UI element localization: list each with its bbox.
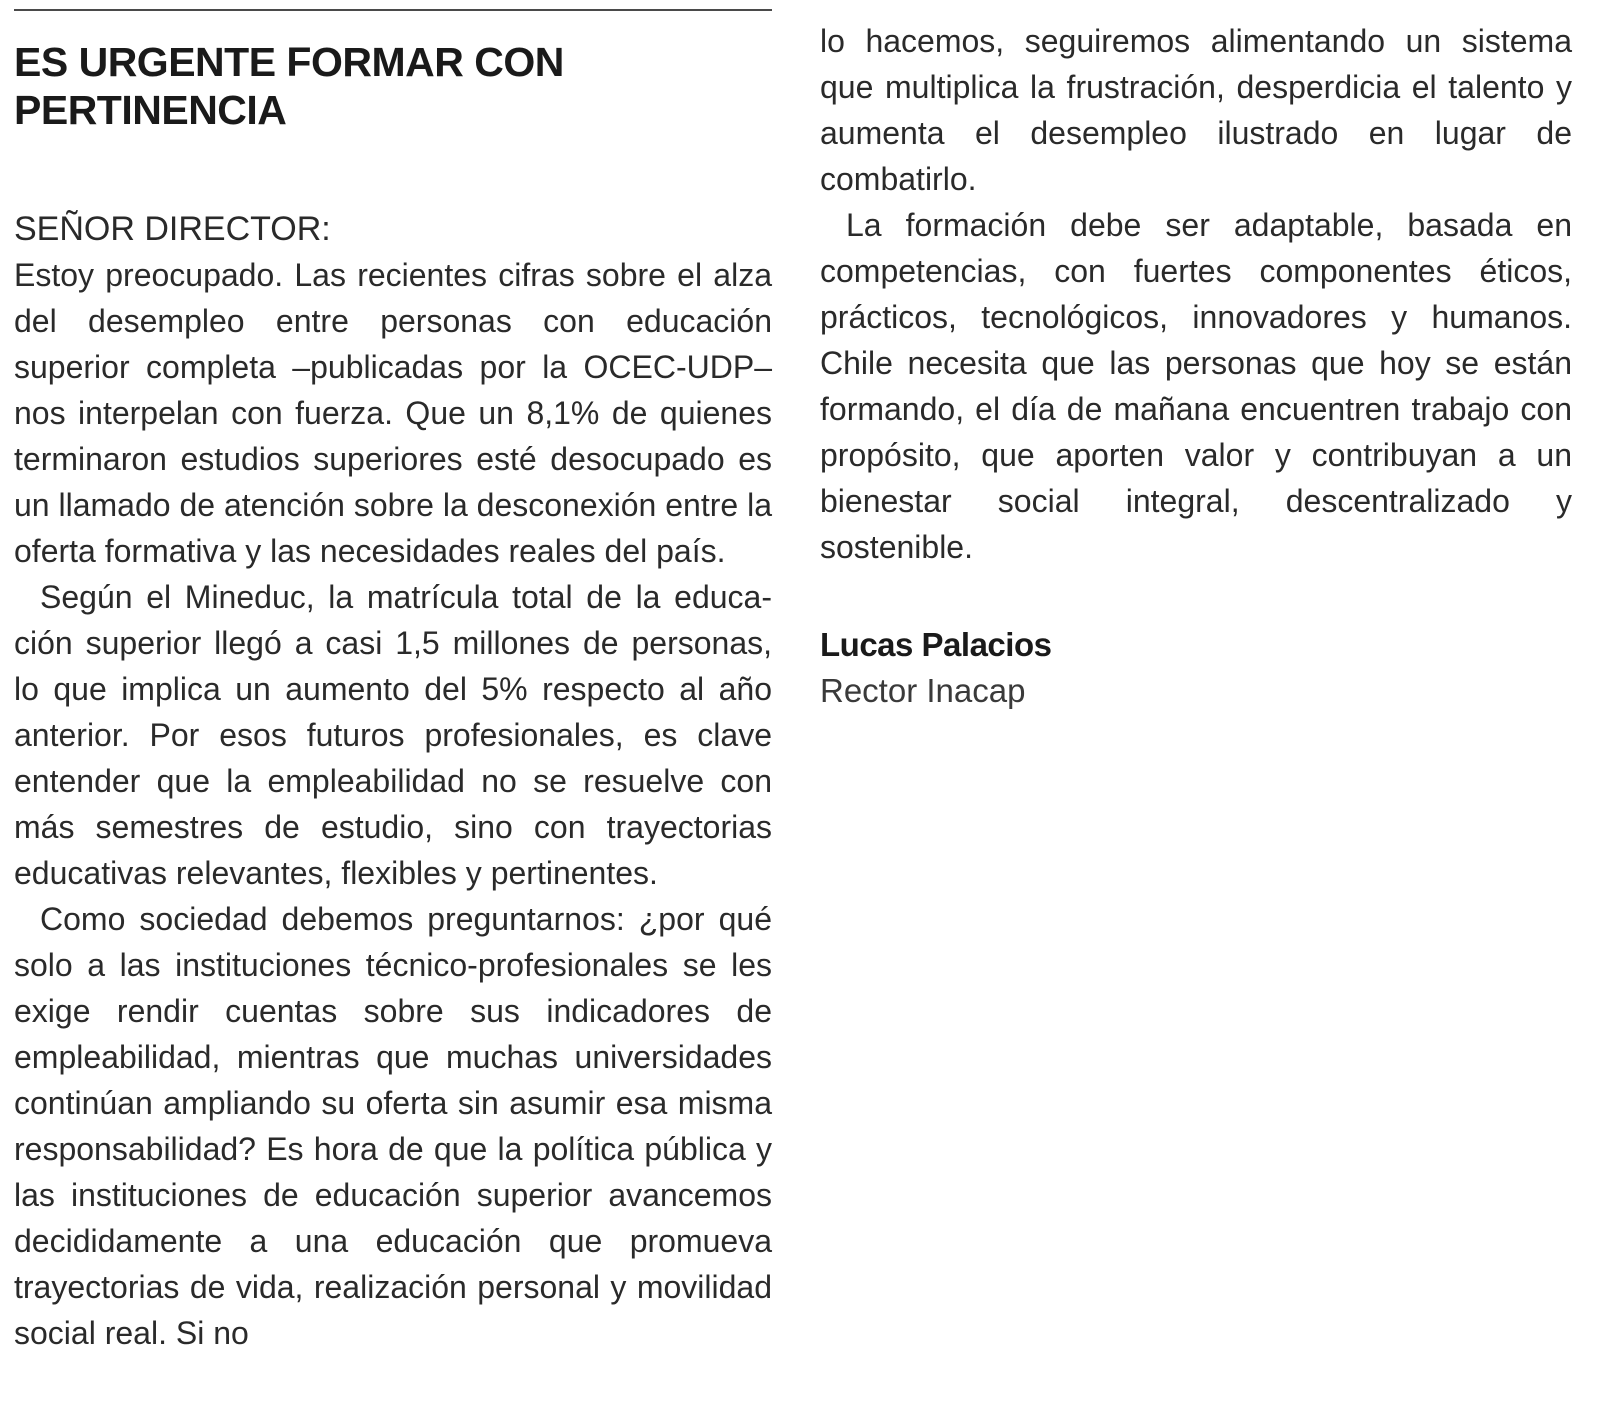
author-name: Lucas Palacios [820, 626, 1052, 663]
paragraph-3-part-2: lo hacemos, seguiremos alimentando un sistema que multiplica la frustración, desperdicia el talento y aumenta el desempleo ilustrado en lugar de combatirlo. [820, 23, 1572, 197]
author-title: Rector Inacap [820, 672, 1026, 709]
signature-block [820, 622, 1572, 714]
paragraph-4: La formación debe ser adaptable, basada en competencias, con fuertes componentes éticos, prácticos, tecnológicos, innovadores y humanos. Chile necesita que las personas que hoy se están formando, el día de mañana encuentren trabajo con propósito, que aporten valor y contribuyan a un bienestar social integral, descentralizado y sostenible. [820, 207, 1572, 565]
paragraph-3-part-1: Como sociedad debemos preguntarnos: ¿por qué solo a las instituciones técnico-profesionales se les exige rendir cuentas sobre sus indicadores de empleabilidad, mientras que muchas universidades continúan ampliando su oferta sin asumir esa misma responsabilidad? Es hora de que la política pública y las instituciones de educación superior avancemos decididamente a una educación que promueva trayectorias de vida, realización personal y movilidad social real. Si no [14, 901, 772, 1351]
paragraph-2: Según el Mineduc, la matrícula total de la educación superior llegó a casi 1,5 millones de personas, lo que implica un aumento del 5% respecto al año anterior. Por esos futuros profesionales, es clave entender que la empleabilidad no se resuelve con más semestres de estudio, sino con trayectorias educativas relevantes, flexibles y pertinentes. [14, 579, 772, 891]
salutation: SEÑOR DIRECTOR: [14, 210, 331, 248]
letter-headline: ES URGENTE FORMAR CON PERTINENCIA [14, 39, 564, 133]
left-column [14, 0, 772, 1356]
right-column [820, 0, 1572, 714]
paragraph-1: Estoy preocupado. Las recientes cifras sobre el alza del desempleo entre personas con educación superior completa –publicadas por la OCEC-UDP– nos interpelan con fuerza. Que un 8,1% de quienes terminaron estudios superiores esté desocupado es un llamado de atención sobre la desconexión entre la oferta formativa y las necesidades reales del país. [14, 257, 772, 569]
